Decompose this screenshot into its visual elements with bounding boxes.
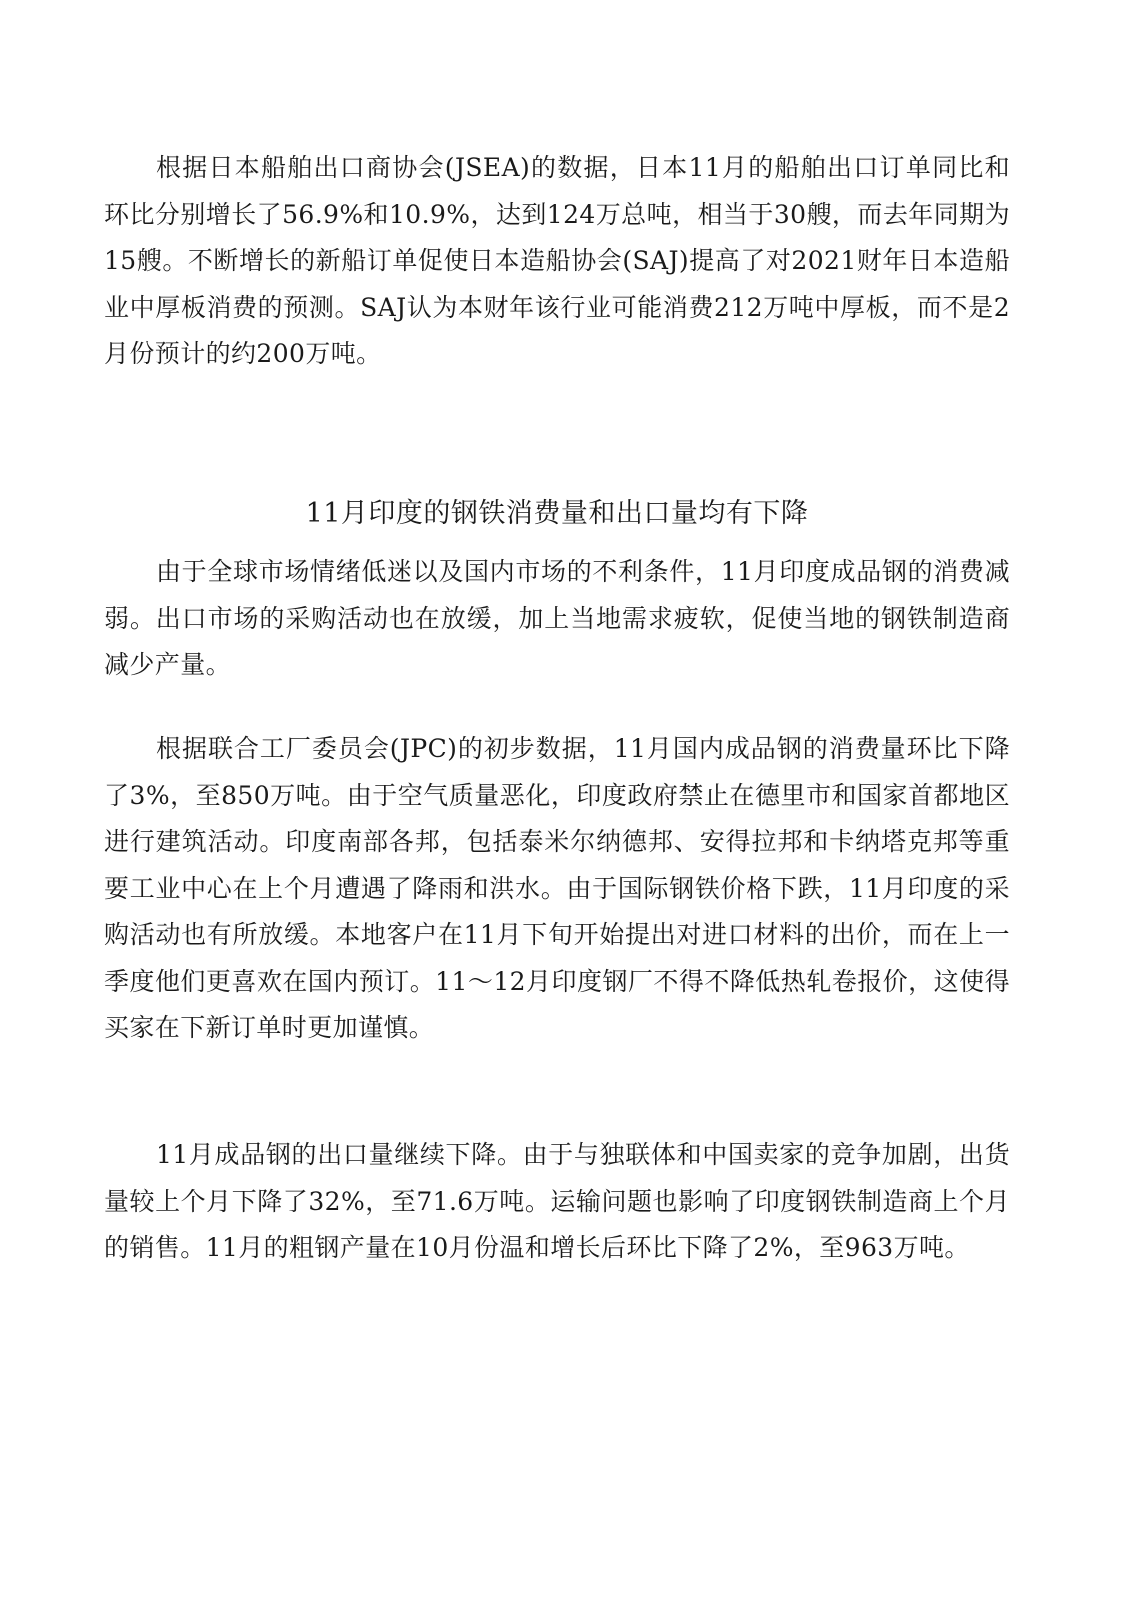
paragraph-jsea-ship-orders: 根据日本船舶出口商协会(JSEA)的数据，日本11月的船舶出口订单同比和环比分别增长了56.9%和10.9%，达到124万总吨，相当于30艘，而去年同期为15艘。不断增长的新船订单促使日本造船协会(SAJ)提高了对2021财年日本造船业中厚板消费的预测。SAJ认为本财年该行业可能消费212万吨中厚板，而不是2月份预计的约200万吨。: [104, 153, 1010, 368]
paragraph-jpc-data: 根据联合工厂委员会(JPC)的初步数据，11月国内成品钢的消费量环比下降了3%，至850万吨。由于空气质量恶化，印度政府禁止在德里市和国家首都地区进行建筑活动。印度南部各邦，包括泰米尔纳德邦、安得拉邦和卡纳塔克邦等重要工业中心在上个月遭遇了降雨和洪水。由于国际钢铁价格下跌，11月印度的采购活动也有所放缓。本地客户在11月下旬开始提出对进口材料的出价，而在上一季度他们更喜欢在国内预订。11～12月印度钢厂不得不降低热轧卷报价，这使得买家在下新订单时更加谨慎。: [104, 734, 1010, 1042]
paragraph-india-consumption: 由于全球市场情绪低迷以及国内市场的不利条件，11月印度成品钢的消费减弱。出口市场的采购活动也在放缓，加上当地需求疲软，促使当地的钢铁制造商减少产量。: [104, 557, 1010, 679]
section-heading: 11月印度的钢铁消费量和出口量均有下降: [305, 498, 809, 529]
paragraph-exports: 11月成品钢的出口量继续下降。由于与独联体和中国卖家的竞争加剧，出货量较上个月下降了32%，至71.6万吨。运输问题也影响了印度钢铁制造商上个月的销售。11月的粗钢产量在10月份温和增长后环比下降了2%，至963万吨。: [104, 1140, 1010, 1262]
